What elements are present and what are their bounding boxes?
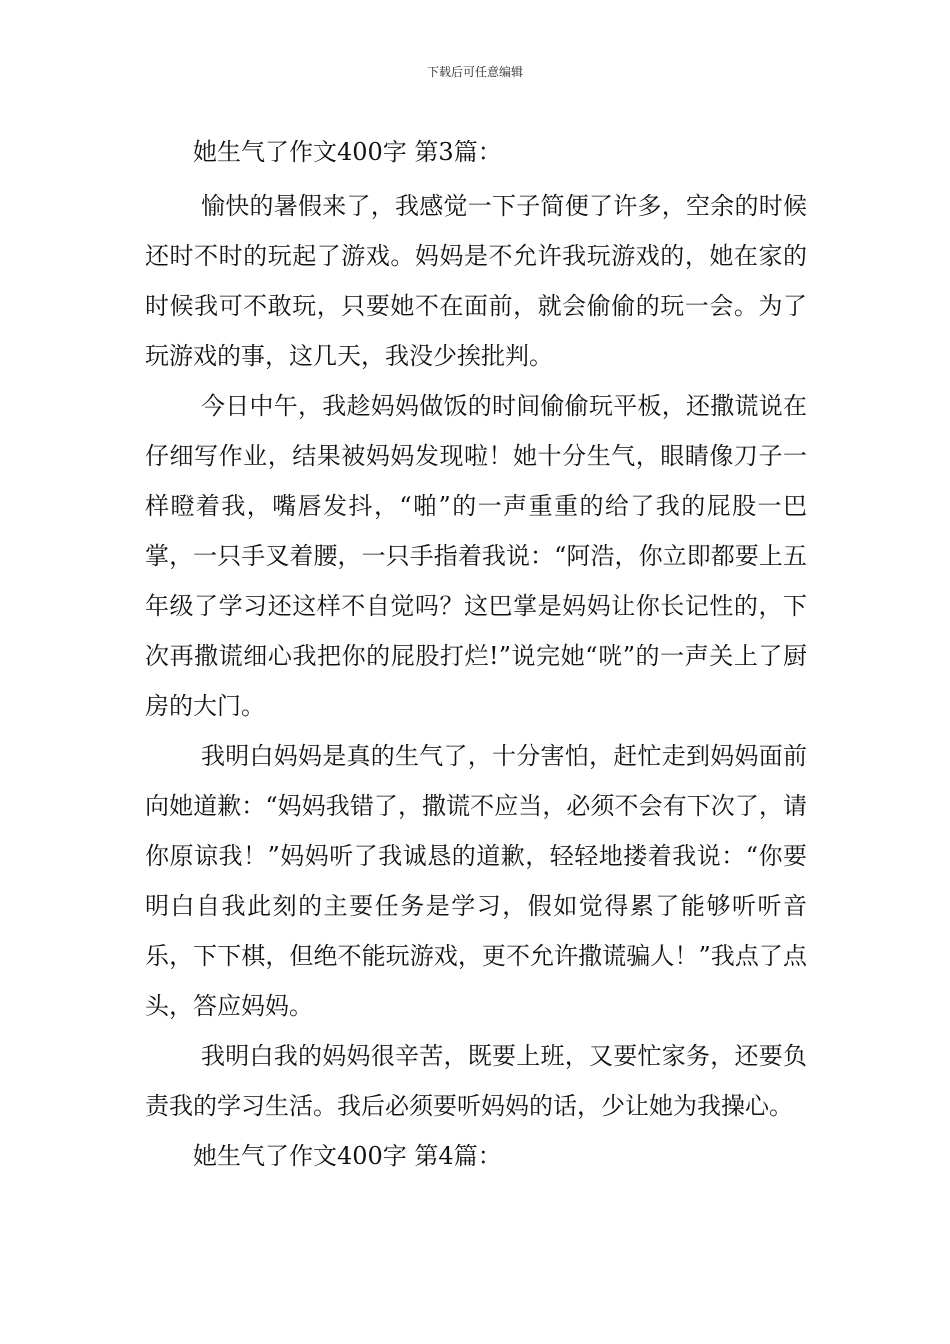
- paragraph: 今日中午，我趁妈妈做饭的时间偷偷玩平板，还撒谎说在仔细写作业，结果被妈妈发现啦！她十分生气，眼睛像刀子一样瞪着我，嘴唇发抖，“啪”的一声重重的给了我的屁股一巴掌，一只手叉着腰，一只手指着我说：“阿浩，你立即都要上五年级了学习还这样不自觉吗？这巴掌是妈妈让你长记性的，下次再撒谎细心我把你的屁股打烂!”说完她“咣”的一声关上了厨房的大门。: [145, 392, 807, 720]
- paragraph: 愉快的暑假来了，我感觉一下子简便了许多，空余的时候还时不时的玩起了游戏。妈妈是不允许我玩游戏的，她在家的时候我可不敢玩，只要她不在面前，就会偷偷的玩一会。为了玩游戏的事，这几天，我没少挨批判。: [145, 192, 807, 370]
- paragraph: 我明白妈妈是真的生气了，十分害怕，赶忙走到妈妈面前向她道歉：“妈妈我错了，撒谎不应当，必须不会有下次了，请你原谅我！”妈妈听了我诚恳的道歉，轻轻地搂着我说：“你要明白自我此刻的主要任务是学习，假如觉得累了能够听听音乐，下下棋，但绝不能玩游戏，更不允许撒谎骗人！”我点了点头，答应妈妈。: [145, 742, 807, 1020]
- paragraph: 我明白我的妈妈很辛苦，既要上班，又要忙家务，还要负责我的学习生活。我后必须要听妈妈的话，少让她为我操心。: [145, 1042, 807, 1120]
- document-body: [145, 127, 807, 1181]
- section-heading-3: 她生气了作文400字 第3篇：: [193, 138, 502, 166]
- page-header: 下载后可任意编辑: [426, 65, 523, 79]
- section-heading-4: 她生气了作文400字 第4篇：: [193, 1142, 502, 1170]
